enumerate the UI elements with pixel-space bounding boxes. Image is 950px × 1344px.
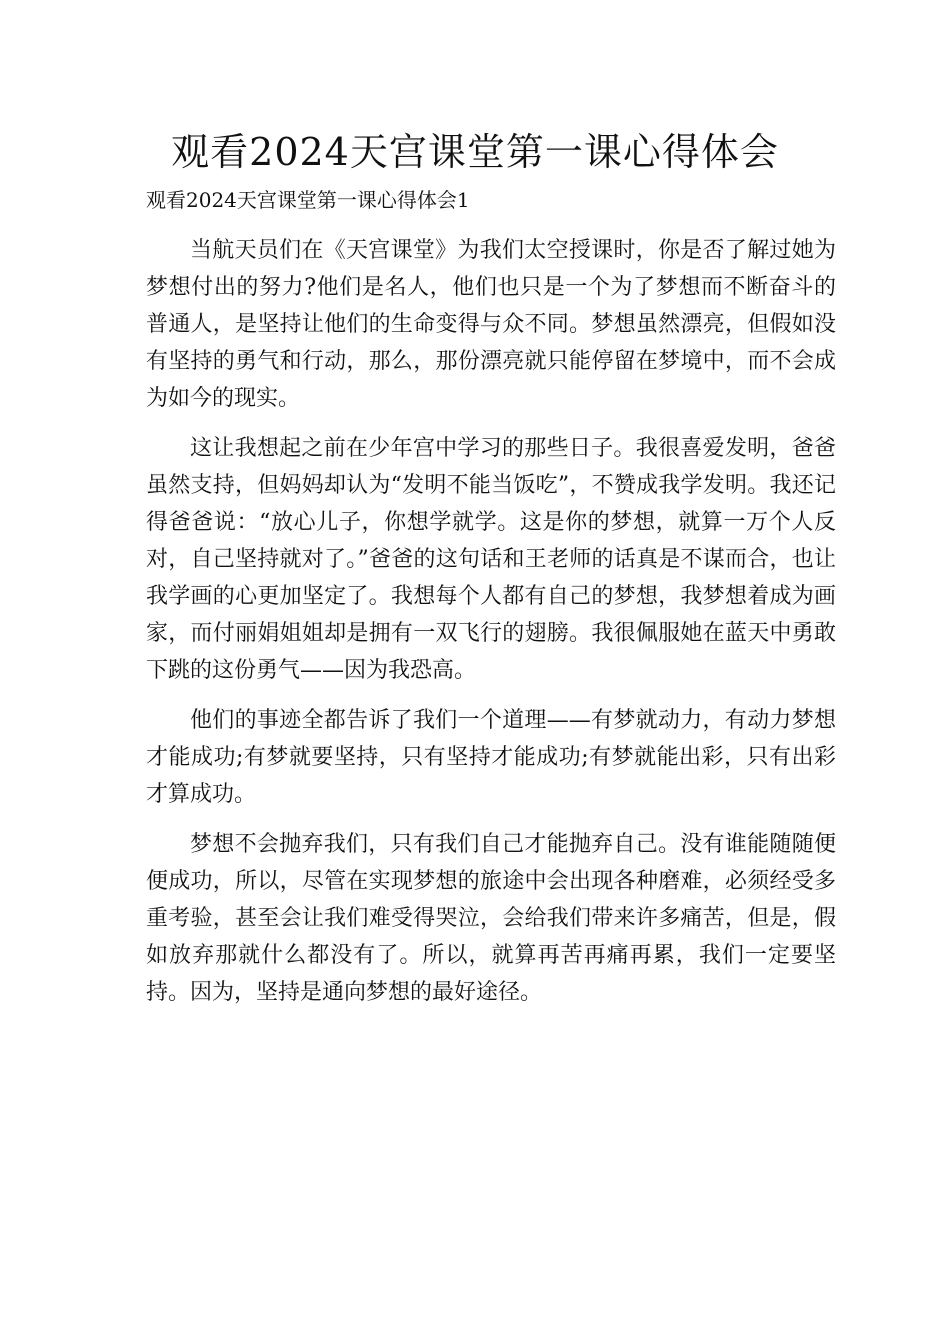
section-heading: 观看2024天宫课堂第一课心得体会1 — [146, 188, 470, 212]
document-body — [146, 232, 836, 1024]
paragraph-3: 他们的事迹全都告诉了我们一个道理——有梦就动力，有动力梦想才能成功;有梦就要坚持，只有坚持才能成功;有梦就能出彩，只有出彩才算成功。 — [146, 708, 836, 807]
paragraph-1: 当航天员们在《天宫课堂》为我们太空授课时，你是否了解过她为梦想付出的努力?他们是名人，他们也只是一个为了梦想而不断奋斗的普通人，是坚持让他们的生命变得与众不同。梦想虽然漂亮，但假如没有坚持的勇气和行动，那么，那份漂亮就只能停留在梦境中，而不会成为如今的现实。 — [146, 238, 836, 411]
paragraph-4: 梦想不会抛弃我们，只有我们自己才能抛弃自己。没有谁能随随便便成功，所以，尽管在实现梦想的旅途中会出现各种磨难，必须经受多重考验，甚至会让我们难受得哭泣，会给我们带来许多痛苦，但是，假如放弃那就什么都没有了。所以，就算再苦再痛再累，我们一定要坚持。因为，坚持是通向梦想的最好途径。 — [146, 832, 836, 1005]
paragraph-2: 这让我想起之前在少年宫中学习的那些日子。我很喜爱发明，爸爸虽然支持，但妈妈却认为“发明不能当饭吃”，不赞成我学发明。我还记得爸爸说：“放心儿子，你想学就学。这是你的梦想，就算一万个人反对，自己坚持就对了。”爸爸的这句话和王老师的话真是不谋而合，也让我学画的心更加坚定了。我想每个人都有自己的梦想，我梦想着成为画家，而付丽娟姐姐却是拥有一双飞行的翅膀。我很佩服她在蓝天中勇敢下跳的这份勇气——因为我恐高。 — [146, 436, 836, 683]
document-title: 观看2024天宫课堂第一课心得体会 — [171, 130, 779, 174]
